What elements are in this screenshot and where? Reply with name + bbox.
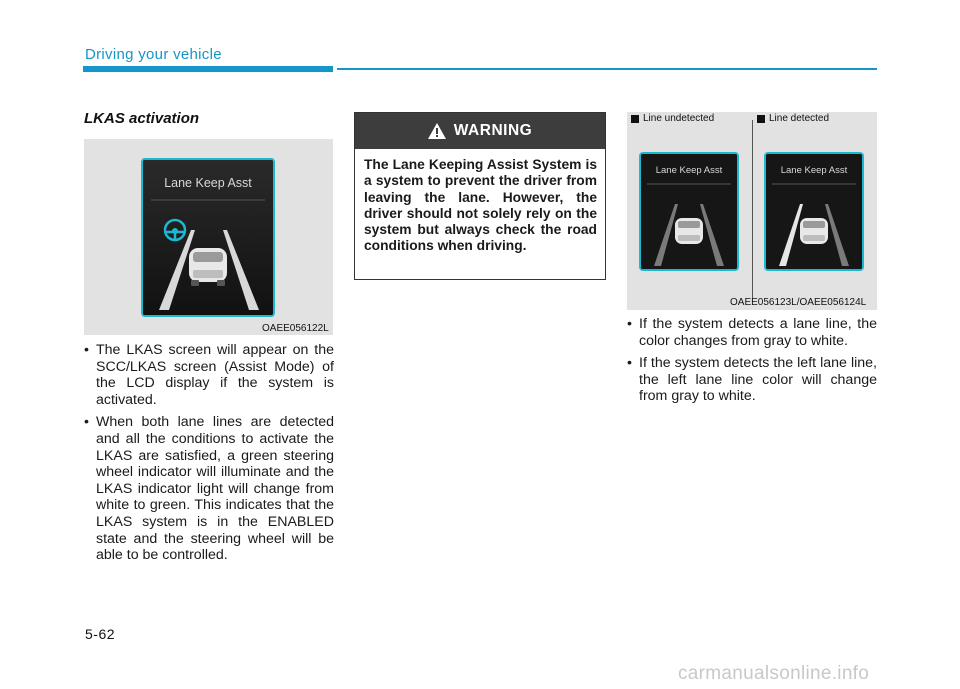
left-bullet-list: [84, 342, 334, 570]
header-rule-thin: [337, 68, 877, 70]
watermark: carmanualsonline.info: [678, 663, 870, 684]
list-item: • If the system detects the left lane line, the left lane line color will change from gray to white.: [627, 355, 877, 405]
list-item: • The LKAS screen will appear on the SCC/LKAS screen (Assist Mode) of the LCD display if the system is activated.: [84, 342, 334, 408]
warning-box: [354, 112, 606, 280]
figure-code-left: OAEE056122L: [262, 323, 329, 334]
section-header: Driving your vehicle: [85, 46, 222, 63]
figure-divider: [752, 120, 753, 298]
warning-label: WARNING: [453, 122, 533, 139]
lkas-screen: [141, 158, 275, 317]
legend-line-undetected: [631, 113, 714, 124]
right-bullet-list: [627, 316, 877, 411]
legend-square-icon: [757, 115, 765, 123]
lane-detection-figure: [627, 112, 877, 310]
header-rule-thick: [83, 66, 333, 72]
screen-undetected-title: Lane Keep Asst: [655, 165, 723, 176]
list-item: • If the system detects a lane line, the color changes from gray to white.: [627, 316, 877, 349]
warning-text: The Lane Keeping Assist System is a system to prevent the driver from leaving the lane. However, the driver should not solely rely on the system but always check the road conditions when driving.: [364, 157, 597, 254]
legend-undetected-label: Line undetected: [643, 113, 715, 124]
lkas-figure: [84, 139, 333, 335]
section-title: LKAS activation: [84, 110, 200, 127]
warning-triangle-icon: [428, 123, 446, 139]
list-item: • When both lane lines are detected and all the conditions to activate the LKAS are satisfied, a green steering wheel indicator will illuminate and the LKAS indicator light will change from white to green. This indicates that the LKAS system is in the ENABLED state and the steering wheel will be able to be controlled.: [84, 414, 334, 563]
screen-detected-title: Lane Keep Asst: [780, 165, 848, 176]
legend-detected-label: Line detected: [769, 113, 830, 124]
warning-header: [355, 113, 605, 149]
legend-square-icon: [631, 115, 639, 123]
page-number: 5-62: [85, 626, 116, 642]
figure-code-right: OAEE056123L/OAEE056124L: [730, 297, 867, 308]
legend-line-detected: [757, 113, 829, 124]
lkas-screen-title: Lane Keep Asst: [164, 176, 252, 190]
screen-line-detected: [764, 152, 864, 271]
screen-line-undetected: [639, 152, 739, 271]
